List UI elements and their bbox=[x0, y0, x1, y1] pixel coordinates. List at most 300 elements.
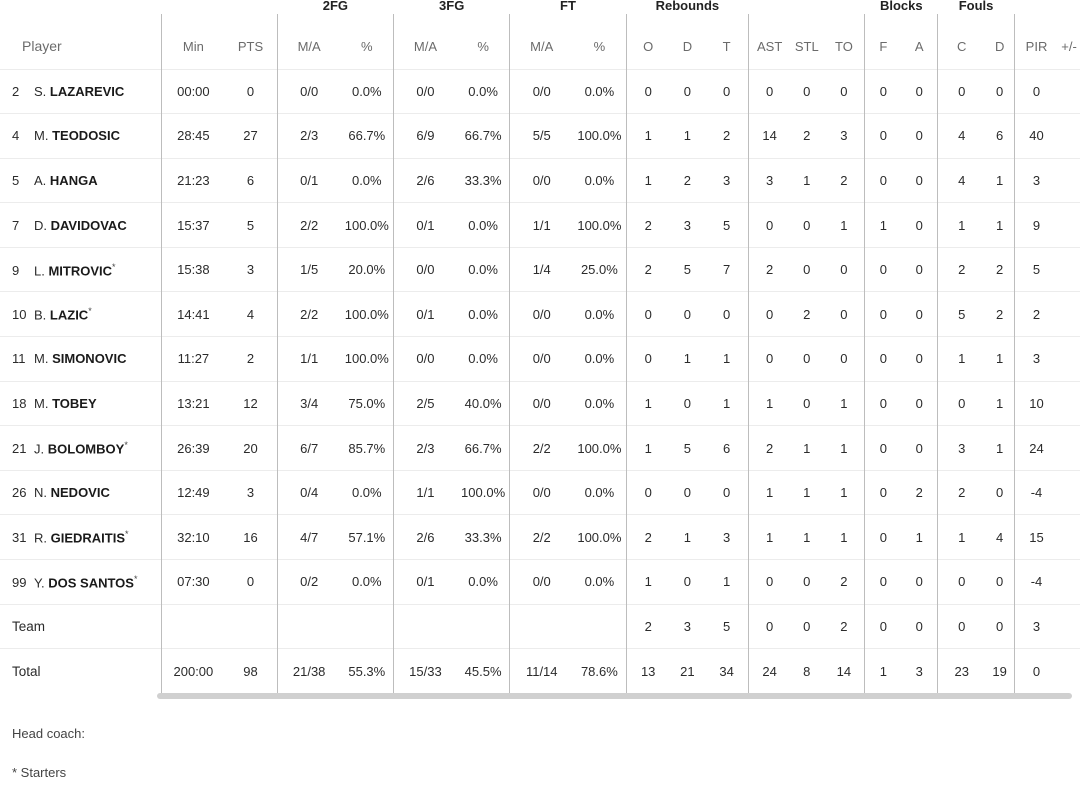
stat-reb-o: 1 bbox=[626, 560, 670, 605]
stat-reb-d: 21 bbox=[670, 649, 705, 694]
stat-min: 14:41 bbox=[162, 292, 224, 337]
stat-ast: 0 bbox=[749, 69, 791, 114]
stat-2fg-ma: 1/1 bbox=[277, 337, 340, 382]
stat-3fg-pct bbox=[457, 604, 510, 649]
group-header-row bbox=[0, 0, 1080, 14]
stat-pts: 27 bbox=[224, 114, 277, 159]
stat-blk-f: 0 bbox=[865, 515, 901, 560]
stat-ft-pct bbox=[573, 604, 626, 649]
stat-foul-d: 0 bbox=[985, 470, 1014, 515]
stat-foul-d: 6 bbox=[985, 114, 1014, 159]
stat-blk-a: 0 bbox=[901, 69, 937, 114]
col-plus-minus[interactable]: +/- bbox=[1061, 38, 1077, 54]
stat-ft-pct: 0.0% bbox=[573, 470, 626, 515]
stat-3fg-ma: 0/0 bbox=[394, 69, 457, 114]
player-first-initial: M. bbox=[34, 128, 49, 144]
stat-ft-ma: 2/2 bbox=[510, 515, 573, 560]
player-first-initial: R. bbox=[34, 530, 47, 546]
stat-3fg-pct: 33.3% bbox=[457, 515, 510, 560]
stat-min: 13:21 bbox=[162, 381, 224, 426]
stat-2fg-pct: 100.0% bbox=[341, 292, 394, 337]
stat-plus-minus bbox=[1058, 247, 1080, 292]
stat-3fg-ma: 1/1 bbox=[394, 470, 457, 515]
player-last-name[interactable]: LAZIC bbox=[49, 307, 89, 323]
starter-mark: * bbox=[124, 439, 128, 450]
stat-stl: 2 bbox=[790, 292, 823, 337]
stat-pts bbox=[224, 604, 277, 649]
col-blk-f[interactable]: F bbox=[865, 14, 901, 69]
stat-reb-t: 2 bbox=[705, 114, 749, 159]
stat-reb-t: 3 bbox=[705, 158, 749, 203]
player-last-name[interactable]: DOS SANTOS bbox=[48, 574, 134, 590]
player-row[interactable] bbox=[0, 337, 1080, 382]
stat-2fg-ma: 0/4 bbox=[277, 470, 340, 515]
stat-min: 21:23 bbox=[162, 158, 224, 203]
stat-ast: 1 bbox=[749, 470, 791, 515]
stat-reb-o: 2 bbox=[626, 203, 670, 248]
stat-foul-d: 1 bbox=[985, 203, 1014, 248]
stat-stl: 1 bbox=[790, 470, 823, 515]
stat-reb-t: 5 bbox=[705, 203, 749, 248]
stat-3fg-pct: 0.0% bbox=[457, 69, 510, 114]
player-row[interactable] bbox=[0, 292, 1080, 337]
player-row[interactable] bbox=[0, 203, 1080, 248]
stat-plus-minus bbox=[1058, 69, 1080, 114]
stat-ft-ma: 0/0 bbox=[510, 560, 573, 605]
stat-2fg-ma: 0/1 bbox=[277, 158, 340, 203]
stat-plus-minus bbox=[1058, 515, 1080, 560]
stat-2fg-pct: 0.0% bbox=[341, 158, 394, 203]
stat-pir: -4 bbox=[1014, 470, 1058, 515]
stat-reb-d: 5 bbox=[670, 426, 705, 471]
stat-reb-t: 7 bbox=[705, 247, 749, 292]
stat-reb-t: 5 bbox=[705, 604, 749, 649]
stat-plus-minus bbox=[1058, 337, 1080, 382]
group-spacer bbox=[0, 0, 162, 14]
stat-3fg-ma: 0/1 bbox=[394, 203, 457, 248]
stat-pir: 15 bbox=[1014, 515, 1058, 560]
stat-blk-f: 0 bbox=[865, 604, 901, 649]
stat-foul-d: 0 bbox=[985, 604, 1014, 649]
stat-3fg-pct: 0.0% bbox=[457, 247, 510, 292]
player-first-initial: N. bbox=[34, 485, 47, 501]
stat-ast: 2 bbox=[749, 247, 791, 292]
player-cell[interactable] bbox=[0, 515, 162, 560]
column-header-row bbox=[0, 14, 1080, 69]
stat-2fg-pct: 20.0% bbox=[341, 247, 394, 292]
stat-pir: 5 bbox=[1014, 247, 1058, 292]
stat-pir: 24 bbox=[1014, 426, 1058, 471]
stat-pir: -4 bbox=[1014, 560, 1058, 605]
stat-min: 12:49 bbox=[162, 470, 224, 515]
col-ft-ma[interactable]: M/A bbox=[510, 14, 573, 69]
col-foul-d[interactable]: D bbox=[994, 38, 1005, 54]
col-foul-c[interactable]: C bbox=[938, 14, 986, 69]
stat-reb-o: 0 bbox=[626, 337, 670, 382]
col-stl[interactable]: STL bbox=[794, 38, 819, 54]
stat-2fg-pct: 75.0% bbox=[341, 381, 394, 426]
player-last-name[interactable]: MITROVIC bbox=[48, 262, 113, 278]
player-cell[interactable] bbox=[0, 470, 162, 515]
stat-foul-d: 0 bbox=[985, 69, 1014, 114]
player-cell[interactable] bbox=[0, 337, 162, 382]
player-first-initial: L. bbox=[34, 262, 45, 278]
stat-to: 3 bbox=[823, 114, 865, 159]
stat-foul-d: 2 bbox=[985, 247, 1014, 292]
stat-foul-c: 0 bbox=[938, 560, 986, 605]
group-fouls: Fouls bbox=[958, 0, 994, 13]
stat-2fg-ma: 2/2 bbox=[277, 203, 340, 248]
stat-min: 15:38 bbox=[162, 247, 224, 292]
stat-blk-f: 1 bbox=[865, 203, 901, 248]
stat-3fg-pct: 45.5% bbox=[457, 649, 510, 694]
starter-mark: * bbox=[88, 306, 92, 317]
player-cell[interactable] bbox=[0, 381, 162, 426]
group-2fg: 2FG bbox=[322, 0, 349, 13]
stat-foul-d: 0 bbox=[985, 560, 1014, 605]
stat-to: 0 bbox=[823, 337, 865, 382]
player-cell[interactable] bbox=[0, 426, 162, 471]
player-last-name[interactable]: DAVIDOVAC bbox=[50, 217, 127, 233]
col-3fg-ma[interactable]: M/A bbox=[394, 14, 457, 69]
stat-2fg-pct: 0.0% bbox=[341, 560, 394, 605]
stat-foul-d: 1 bbox=[985, 337, 1014, 382]
stat-min: 26:39 bbox=[162, 426, 224, 471]
stat-plus-minus bbox=[1058, 203, 1080, 248]
player-row[interactable] bbox=[0, 158, 1080, 203]
stat-blk-a: 0 bbox=[901, 247, 937, 292]
stat-reb-d: 0 bbox=[670, 560, 705, 605]
player-number: 2 bbox=[12, 83, 20, 99]
player-number: 31 bbox=[12, 530, 27, 546]
stat-foul-d: 1 bbox=[985, 158, 1014, 203]
stat-ft-ma: 2/2 bbox=[510, 426, 573, 471]
col-to[interactable]: TO bbox=[834, 38, 853, 54]
player-row[interactable] bbox=[0, 247, 1080, 292]
stat-2fg-pct: 66.7% bbox=[341, 114, 394, 159]
player-last-name[interactable]: TEODOSIC bbox=[52, 128, 120, 144]
stat-min: 07:30 bbox=[162, 560, 224, 605]
stat-ft-ma: 0/0 bbox=[510, 337, 573, 382]
stat-min: 28:45 bbox=[162, 114, 224, 159]
player-row[interactable] bbox=[0, 381, 1080, 426]
stat-ft-ma: 1/4 bbox=[510, 247, 573, 292]
stat-plus-minus bbox=[1058, 560, 1080, 605]
stat-foul-c: 1 bbox=[938, 203, 986, 248]
stat-stl: 1 bbox=[790, 426, 823, 471]
stat-reb-d: 5 bbox=[670, 247, 705, 292]
stat-plus-minus bbox=[1058, 470, 1080, 515]
stat-2fg-ma: 1/5 bbox=[277, 247, 340, 292]
stat-blk-a: 0 bbox=[901, 203, 937, 248]
stat-to: 14 bbox=[823, 649, 865, 694]
player-number: 5 bbox=[12, 172, 20, 188]
player-row[interactable] bbox=[0, 470, 1080, 515]
stat-min bbox=[162, 604, 224, 649]
group-spacer bbox=[1014, 0, 1080, 14]
player-cell[interactable] bbox=[0, 560, 162, 605]
stat-3fg-ma: 2/3 bbox=[394, 426, 457, 471]
stat-stl: 0 bbox=[790, 247, 823, 292]
player-number: 21 bbox=[12, 441, 27, 457]
stat-ft-ma: 1/1 bbox=[510, 203, 573, 248]
stat-to: 0 bbox=[823, 247, 865, 292]
stat-foul-c: 0 bbox=[938, 381, 986, 426]
stat-reb-t: 6 bbox=[705, 426, 749, 471]
stat-ft-ma bbox=[510, 604, 573, 649]
stat-reb-o: 2 bbox=[626, 515, 670, 560]
stat-to: 1 bbox=[823, 515, 865, 560]
stat-stl: 0 bbox=[790, 337, 823, 382]
player-number: 4 bbox=[12, 128, 20, 144]
stat-pir: 3 bbox=[1014, 604, 1058, 649]
stat-blk-f: 0 bbox=[865, 158, 901, 203]
player-last-name[interactable]: TOBEY bbox=[52, 395, 97, 411]
col-reb-t[interactable]: T bbox=[722, 38, 731, 54]
stat-to: 1 bbox=[823, 381, 865, 426]
stat-to: 1 bbox=[823, 426, 865, 471]
box-score-body bbox=[0, 69, 1080, 693]
stat-stl: 0 bbox=[790, 381, 823, 426]
horizontal-scrollbar[interactable] bbox=[157, 693, 1072, 699]
player-row[interactable] bbox=[0, 114, 1080, 159]
player-row[interactable] bbox=[0, 426, 1080, 471]
stat-2fg-ma: 3/4 bbox=[277, 381, 340, 426]
stat-ft-ma: 11/14 bbox=[510, 649, 573, 694]
col-pts[interactable]: PTS bbox=[237, 38, 264, 54]
col-2fg-ma[interactable]: M/A bbox=[277, 14, 340, 69]
stat-blk-a: 0 bbox=[901, 337, 937, 382]
player-last-name[interactable]: LAZAREVIC bbox=[49, 83, 125, 99]
stat-foul-c: 4 bbox=[938, 158, 986, 203]
stat-2fg-ma: 0/0 bbox=[277, 69, 340, 114]
stat-reb-o: 13 bbox=[626, 649, 670, 694]
stat-reb-d: 0 bbox=[670, 381, 705, 426]
player-first-initial: M. bbox=[34, 351, 49, 367]
col-2fg-pct[interactable]: % bbox=[361, 38, 373, 54]
stat-ast: 0 bbox=[749, 292, 791, 337]
stat-ft-pct: 0.0% bbox=[573, 337, 626, 382]
stat-plus-minus bbox=[1058, 158, 1080, 203]
stat-ft-pct: 0.0% bbox=[573, 158, 626, 203]
player-number: 99 bbox=[12, 574, 27, 590]
stat-reb-d: 3 bbox=[670, 203, 705, 248]
stat-reb-t: 1 bbox=[705, 560, 749, 605]
stat-to: 0 bbox=[823, 69, 865, 114]
stat-to: 0 bbox=[823, 292, 865, 337]
player-row[interactable] bbox=[0, 69, 1080, 114]
stat-pir: 2 bbox=[1014, 292, 1058, 337]
stat-to: 1 bbox=[823, 470, 865, 515]
stat-blk-f: 0 bbox=[865, 381, 901, 426]
stat-ft-ma: 5/5 bbox=[510, 114, 573, 159]
stat-pts: 5 bbox=[224, 203, 277, 248]
player-number: 11 bbox=[12, 351, 26, 367]
group-spacer bbox=[162, 0, 277, 14]
group-spacer bbox=[749, 0, 865, 14]
stat-3fg-pct: 0.0% bbox=[457, 560, 510, 605]
col-3fg-pct[interactable]: % bbox=[477, 38, 489, 54]
stat-reb-d: 2 bbox=[670, 158, 705, 203]
player-row[interactable] bbox=[0, 515, 1080, 560]
team-row bbox=[0, 604, 1080, 649]
stat-min: 200:00 bbox=[162, 649, 224, 694]
starter-mark: * bbox=[133, 573, 138, 584]
player-number: 7 bbox=[12, 217, 20, 233]
stat-stl: 1 bbox=[790, 515, 823, 560]
stat-blk-a: 0 bbox=[901, 381, 937, 426]
stat-3fg-ma: 0/1 bbox=[394, 560, 457, 605]
player-first-initial: J. bbox=[34, 441, 45, 457]
stat-plus-minus bbox=[1058, 604, 1080, 649]
stat-ast: 0 bbox=[749, 604, 791, 649]
stat-pir: 10 bbox=[1014, 381, 1058, 426]
stat-pts: 16 bbox=[224, 515, 277, 560]
player-last-name[interactable]: BOLOMBOY bbox=[47, 441, 125, 457]
stat-plus-minus bbox=[1058, 426, 1080, 471]
col-ft-pct[interactable]: % bbox=[593, 38, 606, 54]
stat-3fg-ma: 2/5 bbox=[394, 381, 457, 426]
player-first-initial: S. bbox=[34, 83, 47, 99]
stat-reb-t: 0 bbox=[705, 69, 749, 114]
stat-blk-a: 0 bbox=[901, 158, 937, 203]
stat-blk-a: 0 bbox=[901, 426, 937, 471]
player-last-name[interactable]: GIEDRAITIS bbox=[50, 530, 126, 546]
player-number: 18 bbox=[12, 395, 27, 411]
col-min[interactable]: Min bbox=[162, 14, 224, 69]
stat-3fg-ma: 0/0 bbox=[394, 337, 457, 382]
stat-ft-pct: 100.0% bbox=[573, 114, 626, 159]
col-ast[interactable]: AST bbox=[749, 14, 791, 69]
stat-reb-o: 1 bbox=[626, 114, 670, 159]
stat-blk-a: 0 bbox=[901, 560, 937, 605]
stat-stl: 1 bbox=[790, 158, 823, 203]
stat-foul-c: 3 bbox=[938, 426, 986, 471]
stat-pir: 9 bbox=[1014, 203, 1058, 248]
stat-stl: 8 bbox=[790, 649, 823, 694]
player-cell[interactable] bbox=[0, 158, 162, 203]
stat-3fg-ma: 2/6 bbox=[394, 158, 457, 203]
stat-blk-a: 0 bbox=[901, 604, 937, 649]
stat-3fg-pct: 40.0% bbox=[457, 381, 510, 426]
col-player[interactable]: Player bbox=[22, 38, 62, 55]
stat-ft-pct: 25.0% bbox=[573, 247, 626, 292]
stat-foul-c: 1 bbox=[938, 337, 986, 382]
player-cell[interactable] bbox=[0, 69, 162, 114]
stat-ft-pct: 0.0% bbox=[573, 69, 626, 114]
stat-blk-f: 0 bbox=[865, 470, 901, 515]
stat-foul-c: 0 bbox=[938, 69, 986, 114]
starter-mark: * bbox=[112, 261, 116, 272]
stat-ft-ma: 0/0 bbox=[510, 381, 573, 426]
starter-mark: * bbox=[125, 529, 129, 540]
stat-ft-pct: 100.0% bbox=[573, 515, 626, 560]
player-cell[interactable] bbox=[0, 292, 162, 337]
stat-blk-f: 0 bbox=[865, 247, 901, 292]
stat-ast: 0 bbox=[749, 560, 791, 605]
stat-2fg-ma: 6/7 bbox=[277, 426, 340, 471]
stat-stl: 0 bbox=[790, 69, 823, 114]
stat-3fg-ma: 15/33 bbox=[394, 649, 457, 694]
stat-ft-pct: 0.0% bbox=[573, 292, 626, 337]
group-rebounds: Rebounds bbox=[655, 0, 720, 13]
stat-reb-d: 1 bbox=[670, 337, 705, 382]
player-last-name[interactable]: HANGA bbox=[49, 172, 98, 188]
stat-to: 2 bbox=[823, 604, 865, 649]
player-number: 26 bbox=[12, 485, 27, 501]
stat-reb-o: 2 bbox=[626, 247, 670, 292]
player-last-name[interactable]: SIMONOVIC bbox=[52, 351, 127, 367]
player-first-initial: B. bbox=[34, 307, 47, 323]
group-ft: FT bbox=[560, 0, 576, 13]
stat-ft-ma: 0/0 bbox=[510, 470, 573, 515]
stat-blk-f: 0 bbox=[865, 337, 901, 382]
stat-2fg-pct: 55.3% bbox=[341, 649, 394, 694]
stat-3fg-pct: 33.3% bbox=[457, 158, 510, 203]
stat-ft-pct: 100.0% bbox=[573, 203, 626, 248]
player-row[interactable] bbox=[0, 560, 1080, 605]
stat-blk-f: 0 bbox=[865, 114, 901, 159]
col-pir[interactable]: PIR bbox=[1014, 14, 1058, 69]
col-reb-d[interactable]: D bbox=[682, 38, 693, 54]
stat-reb-o: 0 bbox=[626, 69, 670, 114]
stat-pts: 4 bbox=[224, 292, 277, 337]
stat-stl: 2 bbox=[790, 114, 823, 159]
stat-3fg-pct: 100.0% bbox=[457, 470, 510, 515]
player-cell[interactable] bbox=[0, 203, 162, 248]
player-number: 10 bbox=[12, 307, 27, 323]
stat-blk-f: 0 bbox=[865, 292, 901, 337]
col-blk-a[interactable]: A bbox=[914, 38, 924, 54]
stat-reb-d: 3 bbox=[670, 604, 705, 649]
stat-foul-c: 23 bbox=[938, 649, 986, 694]
player-last-name[interactable]: NEDOVIC bbox=[50, 485, 110, 501]
col-reb-o[interactable]: O bbox=[626, 14, 670, 69]
player-first-initial: D. bbox=[34, 217, 47, 233]
head-coach-label: Head coach: bbox=[12, 726, 85, 741]
stat-reb-t: 0 bbox=[705, 292, 749, 337]
stat-plus-minus bbox=[1058, 381, 1080, 426]
stat-2fg-ma: 4/7 bbox=[277, 515, 340, 560]
player-first-initial: M. bbox=[34, 395, 49, 411]
stat-pir: 3 bbox=[1014, 158, 1058, 203]
stat-ast: 14 bbox=[749, 114, 791, 159]
stat-2fg-ma: 2/2 bbox=[277, 292, 340, 337]
player-cell[interactable] bbox=[0, 247, 162, 292]
stat-reb-t: 34 bbox=[705, 649, 749, 694]
stat-3fg-ma: 0/0 bbox=[394, 247, 457, 292]
stat-foul-d: 1 bbox=[985, 426, 1014, 471]
stat-blk-f: 0 bbox=[865, 69, 901, 114]
stat-reb-t: 1 bbox=[705, 381, 749, 426]
stat-2fg-pct: 100.0% bbox=[341, 203, 394, 248]
stat-pir: 0 bbox=[1014, 69, 1058, 114]
player-cell[interactable] bbox=[0, 114, 162, 159]
stat-foul-d: 1 bbox=[985, 381, 1014, 426]
group-3fg: 3FG bbox=[439, 0, 465, 13]
stat-plus-minus bbox=[1058, 114, 1080, 159]
stat-ast: 0 bbox=[749, 337, 791, 382]
stat-ft-ma: 0/0 bbox=[510, 158, 573, 203]
stat-2fg-ma bbox=[277, 604, 340, 649]
stat-pts: 2 bbox=[224, 337, 277, 382]
stat-foul-d: 19 bbox=[985, 649, 1014, 694]
stat-2fg-ma: 21/38 bbox=[277, 649, 340, 694]
stat-ast: 2 bbox=[749, 426, 791, 471]
stat-to: 2 bbox=[823, 158, 865, 203]
stat-3fg-pct: 0.0% bbox=[457, 337, 510, 382]
stat-reb-o: 1 bbox=[626, 158, 670, 203]
